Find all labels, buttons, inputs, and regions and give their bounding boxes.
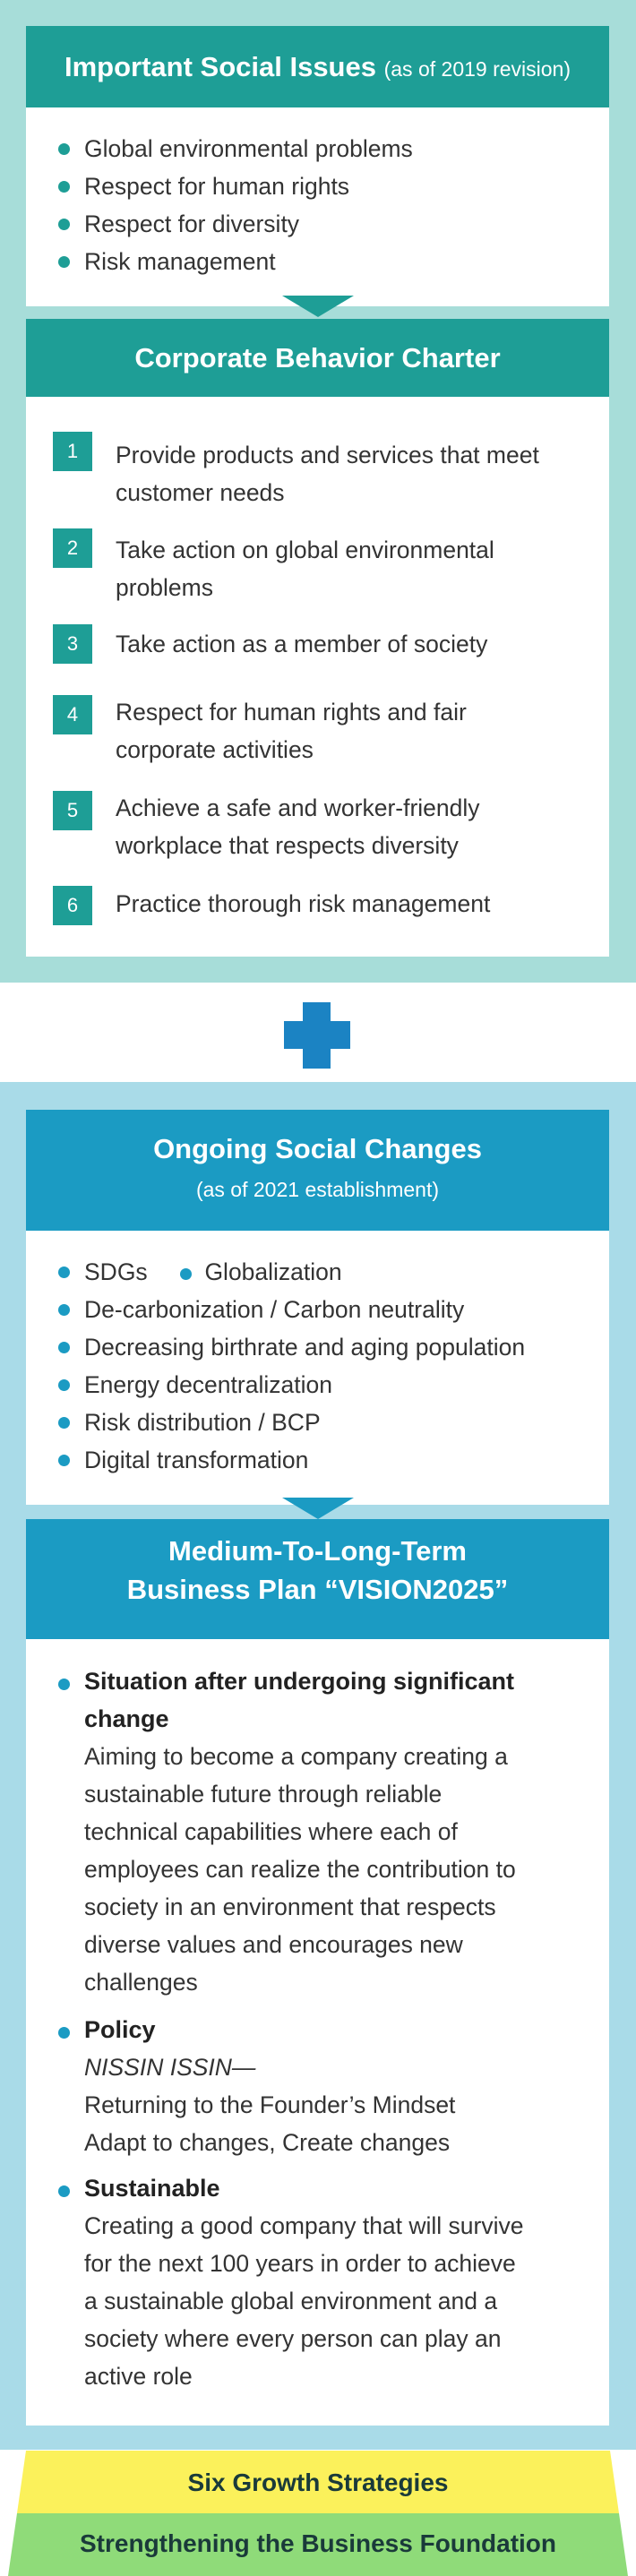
list-item: Decreasing birthrate and aging population [26, 1328, 609, 1366]
charter-item-text: Achieve a safe and worker-friendly workplace that respects diversity [116, 794, 480, 859]
list-item: Digital transformation [26, 1441, 609, 1479]
bullet-icon [58, 181, 70, 193]
sustainable-body: Creating a good company that will survive for the next 100 years in order to achieve a sustainable global environment and a society where every person can play an active role [84, 2212, 524, 2390]
situation-heading: Situation after undergoing significant change [84, 1668, 515, 1732]
bullet-icon [58, 1267, 70, 1278]
bullet-icon [58, 2185, 70, 2197]
social-changes-subtitle: (as of 2021 establishment) [195, 1178, 440, 1201]
vision-card [26, 1639, 609, 2426]
behavior-charter-title: Corporate Behavior Charter [134, 342, 501, 374]
social-changes-title: Ongoing Social Changes [153, 1133, 482, 1164]
social-issues-subtitle: (as of 2019 revision) [383, 57, 571, 81]
list-item: Respect for diversity [26, 205, 609, 243]
number-badge: 3 [53, 624, 92, 664]
bullet-icon [58, 1379, 70, 1391]
growth-strategies-bar [0, 2451, 636, 2513]
charter-item-text: Respect for human rights and fair corporate activities [116, 699, 467, 763]
vision-title-line2: Business Plan “VISION2025” [126, 1574, 509, 1605]
business-foundation-bar [0, 2513, 636, 2576]
growth-strategies-label: Six Growth Strategies [187, 2469, 449, 2496]
number-badge: 6 [53, 886, 92, 925]
policy-heading: Policy [84, 2016, 156, 2043]
down-arrow-icon [282, 296, 354, 317]
business-foundation-label: Strengthening the Business Foundation [80, 2529, 556, 2557]
social-issues-header [26, 26, 609, 107]
social-changes-list-card [26, 1231, 609, 1505]
number-badge: 4 [53, 695, 92, 734]
charter-item-text: Provide products and services that meet customer needs [116, 442, 539, 506]
list-item: Energy decentralization [26, 1366, 609, 1404]
bullet-icon [58, 143, 70, 155]
number-badge: 2 [53, 528, 92, 568]
list-item: SDGs Globalization [26, 1253, 609, 1291]
social-changes-list [26, 1231, 609, 1479]
bullet-icon [58, 1417, 70, 1429]
charter-item-text: Take action as a member of society [116, 631, 488, 657]
bullet-icon [58, 219, 70, 230]
social-issues-list [26, 107, 609, 280]
charter-item-text: Practice thorough risk management [116, 890, 491, 917]
bullet-icon [58, 1455, 70, 1466]
list-item: De-carbonization / Carbon neutrality [26, 1291, 609, 1328]
bullet-icon [58, 1679, 70, 1690]
social-issues-title: Important Social Issues [64, 51, 376, 82]
behavior-charter-card [26, 397, 609, 957]
list-item: Global environmental problems [26, 130, 609, 167]
vision-title-line1: Medium-To-Long-Term [168, 1535, 467, 1567]
list-item: Risk management [26, 243, 609, 280]
bullet-icon [180, 1268, 192, 1280]
bullet-icon [58, 1342, 70, 1353]
situation-body: Aiming to become a company creating a sustainable future through reliable technical capabilities where each of employees can realize the contribution to society in an environment that respects diverse values and encourages new challenges [84, 1743, 516, 1996]
number-badge: 5 [53, 791, 92, 830]
list-item: Respect for human rights [26, 167, 609, 205]
list-item: Risk distribution / BCP [26, 1404, 609, 1441]
social-changes-header [26, 1110, 609, 1231]
number-badge: 1 [53, 432, 92, 471]
vision-header [26, 1519, 609, 1639]
policy-body: NISSIN ISSIN— Returning to the Founder’s Mindset Adapt to changes, Create changes [84, 2054, 456, 2156]
behavior-charter-header [26, 319, 609, 397]
bullet-icon [58, 2027, 70, 2039]
bullet-icon [58, 1304, 70, 1316]
charter-item-text: Take action on global environmental problems [116, 537, 494, 601]
down-arrow-icon [282, 1498, 354, 1519]
bullet-icon [58, 256, 70, 268]
sustainable-heading: Sustainable [84, 2175, 220, 2202]
plus-icon-bar [284, 1021, 350, 1049]
social-issues-list-card [26, 107, 609, 306]
